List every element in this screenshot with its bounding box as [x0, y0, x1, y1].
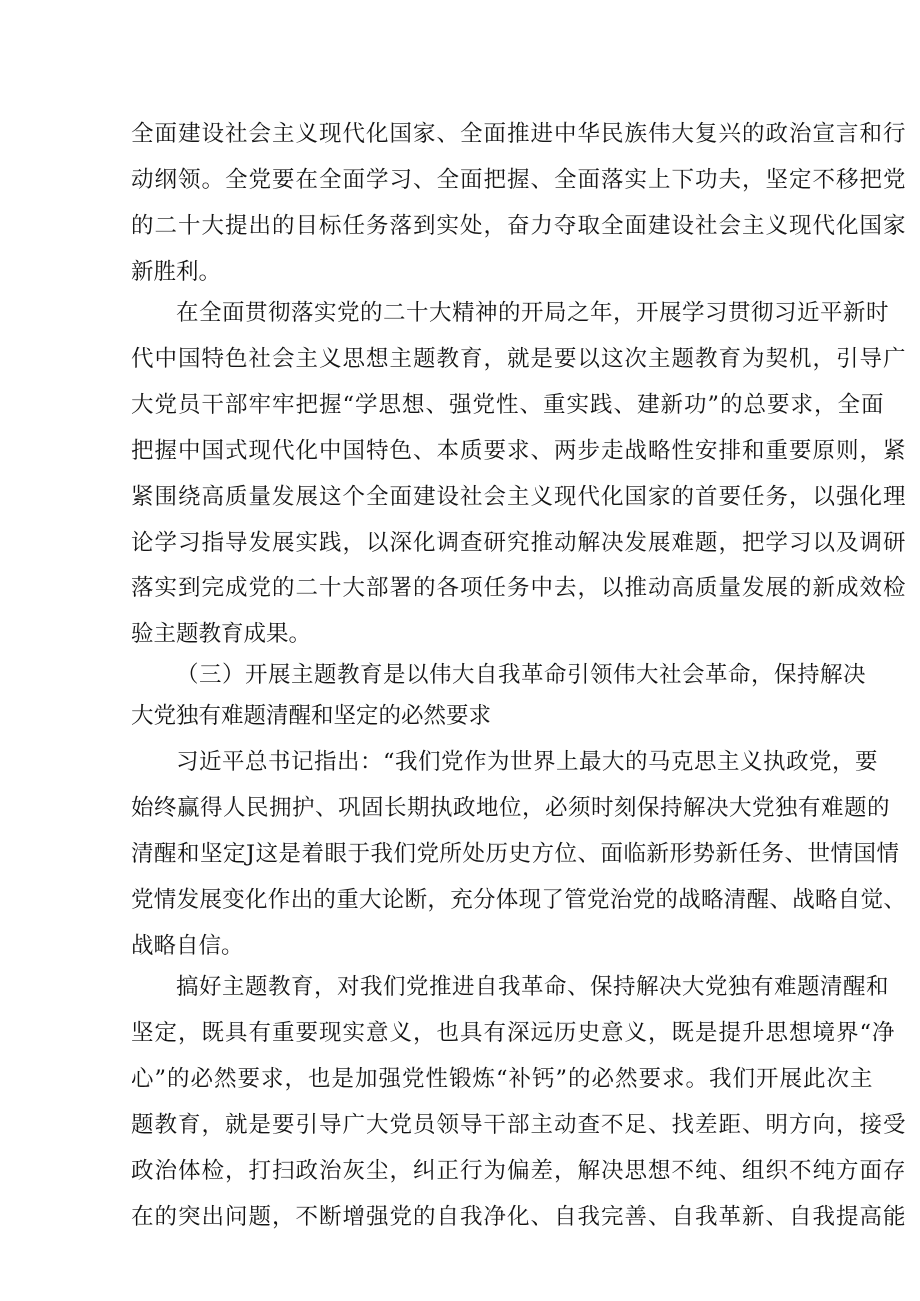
text-line: 代中国特色社会主义思想主题教育，就是要以这次主题教育为契机，引导广 [131, 346, 907, 372]
text-line: 验主题教育成果。 [131, 621, 312, 647]
heading-line: （三）开展主题教育是以伟大自我革命引领伟大社会革命，保持解决 [176, 662, 867, 688]
text-line: 把握中国式现代化中国特色、本质要求、两步走战略性安排和重要原则，紧 [131, 438, 907, 464]
heading-line: 大党独有难题清醒和坚定的必然要求 [131, 703, 492, 729]
text-line: 坚定，既具有重要现实意义，也具有深远历史意义，既是提升思想境界“净 [131, 1020, 896, 1046]
text-line: 落实到完成党的二十大部署的各项任务中去，以推动高质量发展的新成效检 [131, 575, 907, 601]
text-line: 习近平总书记指出：“我们党作为世界上最大的马克思主义执政党，要 [176, 749, 879, 775]
text-line: 大党员干部牢牢把握“学思想、强党性、重实践、建新功”的总要求，全面 [131, 392, 885, 418]
text-line: 战略自信。 [131, 933, 244, 959]
text-line: 清醒和坚定J这是着眼于我们党所处历史方位、面临新形势新任务、世情国情 [131, 841, 900, 867]
text-line: 论学习指导发展实践，以深化调查研究推动解决发展难题，把学习以及调研 [131, 530, 907, 556]
text-line: 题教育，就是要引导广大党员领导干部主动查不足、找差距、明方向，接受 [131, 1112, 907, 1138]
text-line: 在全面贯彻落实党的二十大精神的开局之年，开展学习贯彻习近平新时 [176, 300, 890, 326]
text-line: 新胜利。 [131, 259, 222, 285]
text-line: 政治体检，打扫政治灰尘，纠正行为偏差，解决思想不纯、组织不纯方面存 [131, 1158, 907, 1184]
text-line: 动纲领。全党要在全面学习、全面把握、全面落实上下功夫，坚定不移把党 [131, 167, 907, 193]
text-line: 党情发展变化作出的重大论断，充分体现了管党治党的战略清醒、战略自觉、 [131, 887, 907, 913]
text-line: 搞好主题教育，对我们党推进自我革命、保持解决大党独有难题清醒和 [176, 974, 890, 1000]
text-line: 全面建设社会主义现代化国家、全面推进中华民族伟大复兴的政治宣言和行 [131, 121, 907, 147]
text-line: 的二十大提出的目标任务落到实处，奋力夺取全面建设社会主义现代化国家 [131, 213, 907, 239]
text-line: 在的突出问题，不断增强党的自我净化、自我完善、自我革新、自我提高能 [131, 1204, 907, 1230]
text-line: 始终赢得人民拥护、巩固长期执政地位，必须时刻保持解决大党独有难题的 [131, 795, 891, 821]
text-line: 紧围绕高质量发展这个全面建设社会主义现代化国家的首要任务，以强化理 [131, 484, 907, 510]
text-line: 心”的必然要求，也是加强党性锻炼“补钙”的必然要求。我们开展此次主 [131, 1066, 874, 1092]
